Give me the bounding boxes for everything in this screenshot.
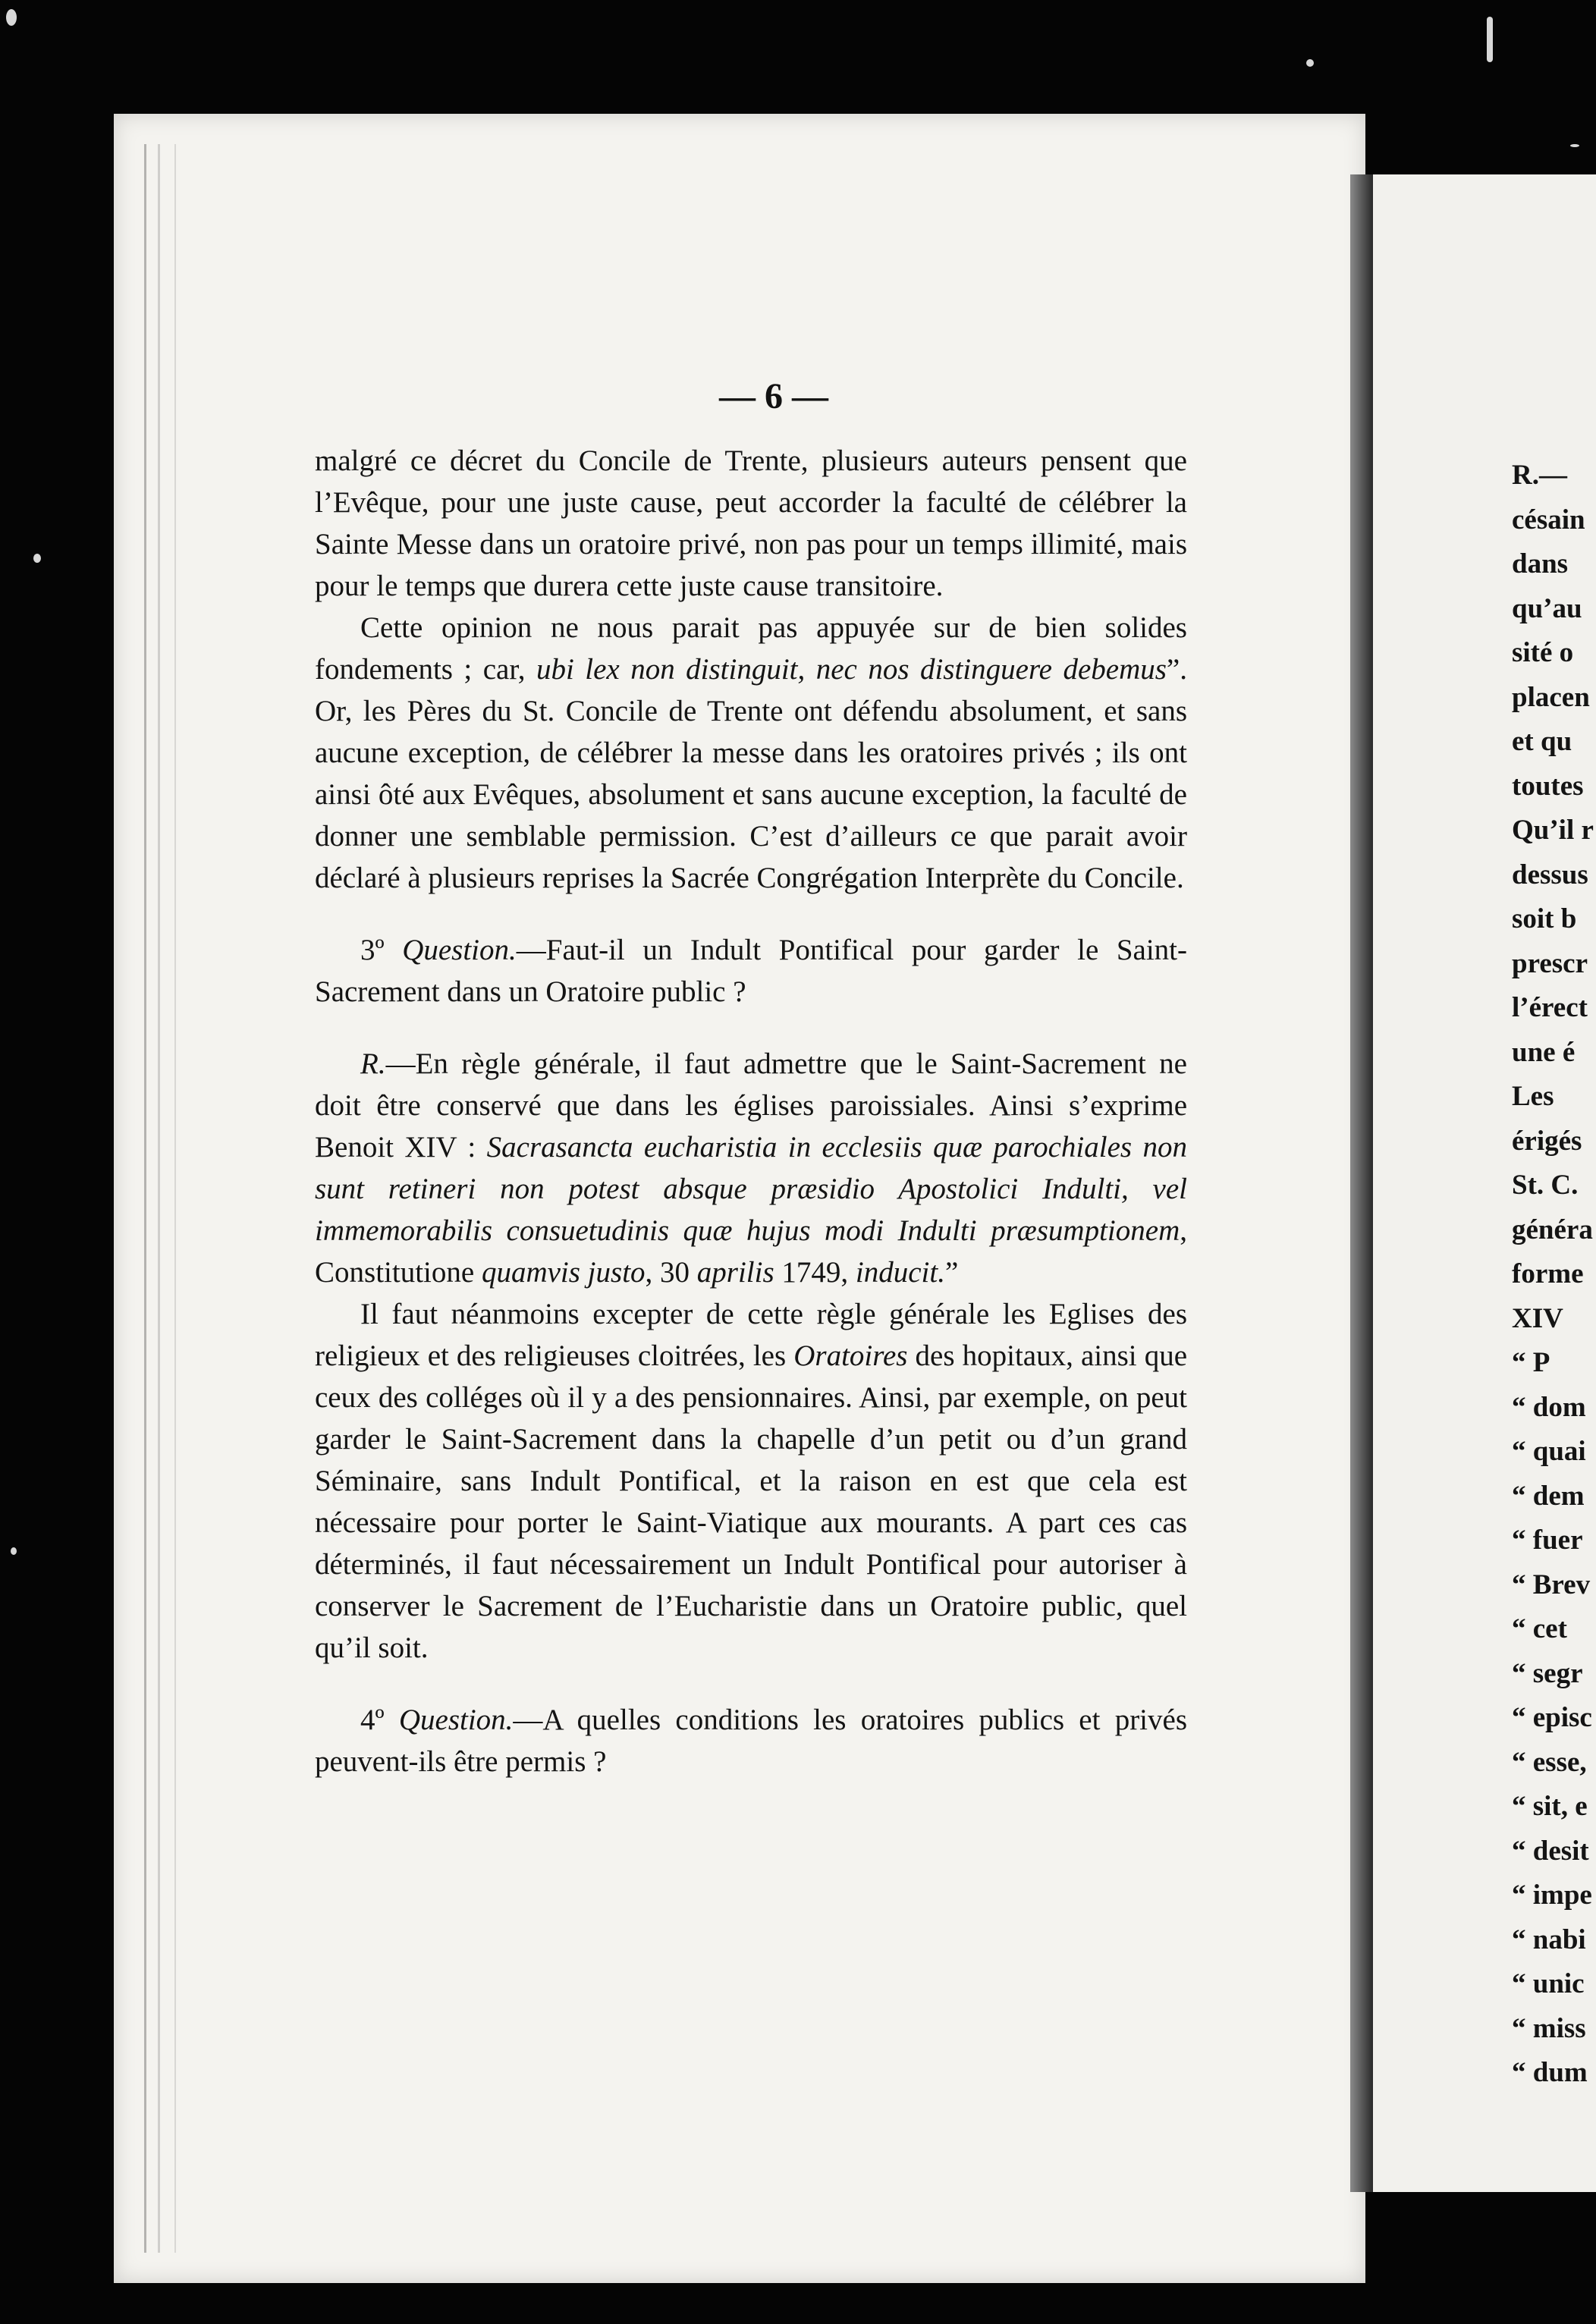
- italic-text: inducit.: [855, 1256, 945, 1289]
- text-run: 3º: [360, 934, 403, 966]
- right-page-line: “ impe: [1512, 1880, 1592, 1911]
- italic-text: aprilis: [696, 1256, 774, 1289]
- paragraph: [315, 607, 1187, 899]
- right-page-line: généra: [1512, 1214, 1593, 1245]
- italic-text: Sacrasancta eucharistia in ecclesiis quæ parochiales non sunt retineri non potest absque præsidio Apostolici Indulti, vel immemorabilis consuetudinis quæ hujus modi Indulti præsumptionem: [315, 1131, 1187, 1247]
- right-page-line: “ dum: [1512, 2057, 1588, 2088]
- right-page-line: et qu: [1512, 726, 1572, 757]
- right-page-line: dessus: [1512, 859, 1588, 890]
- text-run: —A quelles conditions les oratoires publics et privés peuvent-ils être permis ?: [315, 1704, 1187, 1778]
- right-page-line: “ fuer: [1512, 1525, 1583, 1556]
- right-page-line: “ sit, e: [1512, 1791, 1588, 1822]
- right-page-line: “ Brev: [1512, 1569, 1591, 1600]
- right-page-line: toutes: [1512, 770, 1584, 802]
- right-page-line: “ miss: [1512, 2012, 1586, 2044]
- text-run: 4º: [360, 1704, 399, 1736]
- binding-edge: [174, 144, 176, 2253]
- italic-text: Oratoires: [793, 1339, 908, 1372]
- right-page-line: R.—: [1512, 460, 1567, 491]
- text-run: malgré ce décret du Concile de Trente, plusieurs auteurs pensent que l’Evêque, pour une juste cause, peut accorder la faculté de célébrer la Sainte Messe dans un oratoire privé, non pas pour un temps illimité, mais pour le temps que durera cette juste cause transitoire.: [315, 444, 1187, 602]
- right-page-line: “ cet: [1512, 1613, 1567, 1644]
- right-page-line: Qu’il r: [1512, 815, 1594, 846]
- right-page-line: “ dom: [1512, 1391, 1586, 1423]
- scan-speck: [1306, 59, 1314, 67]
- right-page-line: placen: [1512, 681, 1590, 713]
- text-run: 1749,: [774, 1256, 856, 1289]
- right-page-line: “ segr: [1512, 1657, 1583, 1689]
- right-page-line: “ dem: [1512, 1480, 1585, 1512]
- italic-text: quamvis justo: [481, 1256, 646, 1289]
- body-text: [315, 440, 1187, 1782]
- italic-text: Question.: [398, 1704, 514, 1736]
- right-page-line: prescr: [1512, 947, 1588, 979]
- italic-text: R.: [360, 1047, 386, 1080]
- right-page-line: l’érect: [1512, 992, 1588, 1023]
- text-run: des hopitaux, ainsi que ceux des colléges où il y a des pensionnaires. Ainsi, par exemple, on peut garder le Saint-Sacrement dans la chapelle d’un petit ou d’un grand Séminaire, sans Indult Pontifical, et la raison en est que cela est nécessaire pour porter le Saint-Viatique aux mourants. A part ces cas déterminés, il faut nécessairement un Indult Pontifical pour autoriser à conserver le Sacrement de l’Eucharistie dans un Oratoire public, quel qu’il soit.: [315, 1339, 1188, 1664]
- right-page-line: “ nabi: [1512, 1924, 1586, 1955]
- text-run: —En règle générale, il faut admettre que le Saint-Sacrement ne doit être conservé que dans les églises paroissiales. Ainsi s’exprime Benoit XIV :: [315, 1047, 1187, 1164]
- right-page-line: sité o: [1512, 637, 1574, 668]
- scan-speck: [6, 9, 17, 26]
- right-page-line: forme: [1512, 1258, 1584, 1289]
- scan-speck: [33, 554, 41, 563]
- right-page-line: “ quai: [1512, 1436, 1586, 1467]
- answer-paragraph: [315, 1043, 1187, 1293]
- right-page-line: Les: [1512, 1081, 1554, 1112]
- question-heading: [315, 1699, 1187, 1782]
- right-page-line: “ episc: [1512, 1702, 1592, 1733]
- right-page-line: “ P: [1512, 1347, 1550, 1378]
- italic-text: ubi lex non distinguit, nec nos distinguere debemus: [536, 653, 1167, 686]
- scan-speck: [1487, 17, 1493, 62]
- scan-speck: [1570, 144, 1579, 147]
- right-page-line: qu’au: [1512, 592, 1582, 624]
- right-page-line: “ desit: [1512, 1835, 1589, 1867]
- right-page-line: “ esse,: [1512, 1746, 1587, 1778]
- right-page-line: soit b: [1512, 903, 1577, 934]
- italic-text: Question.: [402, 934, 517, 966]
- paragraph: [315, 440, 1187, 607]
- right-page-line: une é: [1512, 1036, 1576, 1068]
- paragraph: [315, 1293, 1187, 1669]
- text-run: Cette opinion ne nous parait pas appuyée sur de bien solides fondements ; car,: [315, 611, 1187, 686]
- text-run: ”: [944, 1256, 959, 1289]
- right-page-line: St. C.: [1512, 1170, 1579, 1201]
- text-run: ”. Or, les Pères du St. Concile de Trente ont défendu absolument, et sans aucune exception, de célébrer la messe dans les oratoires privés ; ils ont ainsi ôté aux Evêques, absolument et sans aucune exception, la faculté de donner une semblable permission. C’est d’ailleurs ce que parait avoir déclaré à plusieurs reprises la Sacrée Congrégation Interprète du Concile.: [315, 653, 1187, 894]
- text-run: Il faut néanmoins excepter de cette règle générale les Eglises des religieux et des religieuses cloitrées, les: [315, 1298, 1187, 1372]
- right-page-line: dans: [1512, 548, 1569, 579]
- right-page-text: [1512, 454, 1596, 2096]
- right-page-line: érigés: [1512, 1125, 1582, 1157]
- question-heading: [315, 929, 1187, 1013]
- binding-edge: [158, 144, 160, 2253]
- page-fold-shadow: [1350, 174, 1373, 2192]
- page-number: — 6 —: [719, 376, 828, 416]
- scan-speck: [11, 1547, 17, 1555]
- text-run: —Faut-il un Indult Pontifical pour garder le Saint-Sacrement dans un Oratoire public ?: [315, 934, 1188, 1008]
- text-run: , Constitutione: [315, 1214, 1187, 1289]
- text-run: , 30: [645, 1256, 697, 1289]
- binding-edge: [144, 144, 146, 2253]
- right-page-line: XIV: [1512, 1302, 1563, 1334]
- right-page-line: “ unic: [1512, 1968, 1585, 1999]
- right-page-line: césain: [1512, 504, 1585, 535]
